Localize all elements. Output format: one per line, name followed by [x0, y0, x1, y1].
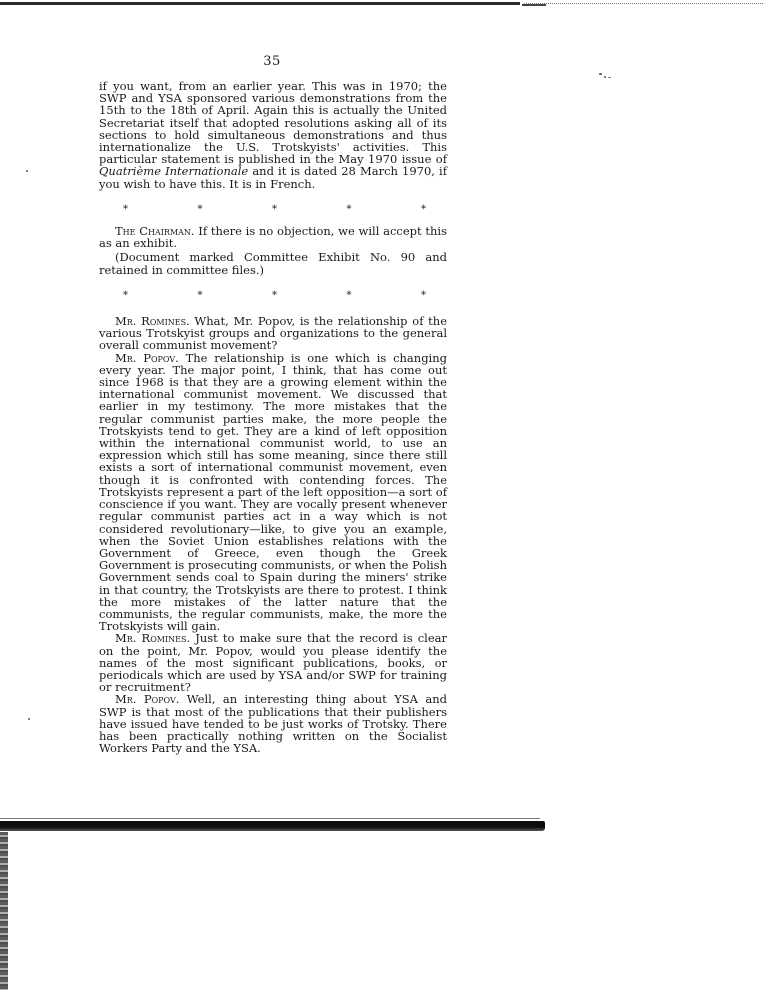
scan-left-edge: [0, 832, 8, 990]
scan-speck: [599, 73, 602, 75]
speaker-name: The Chairman.: [115, 224, 195, 239]
scan-top-band: [0, 2, 520, 5]
asterisk: *: [197, 289, 203, 301]
speaker-name: Mr. Popov.: [115, 350, 179, 365]
asterisk: *: [346, 289, 352, 301]
scan-speck: [28, 718, 30, 720]
scan-top-edge: [0, 0, 763, 9]
scan-speck: [608, 77, 611, 78]
asterisk: *: [272, 203, 277, 215]
page-number: 35: [263, 54, 281, 69]
paragraph-popov-answer: [99, 352, 447, 633]
scan-bottom-edge: [0, 818, 545, 832]
scan-speck: [26, 170, 28, 172]
speaker-name: Mr. Romines.: [115, 314, 190, 329]
paragraph-romines-question: [99, 632, 447, 693]
paragraph-continuation: [99, 80, 447, 190]
asterisk: *: [272, 289, 277, 301]
paragraph-text: and it is dated 28 March 1970, if you wish to have this. It is in French.: [99, 164, 447, 191]
paragraph-text: (Document marked Committee Exhibit No. 90 and retained in committee files.): [99, 250, 447, 277]
section-break: [99, 204, 447, 216]
paragraph-text: Just to make sure that the record is clear on the point, Mr. Popov, would you please identify the names of the most significant publications, books, or periodicals which are used by YSA and/or SWP for training or recruitment?: [99, 631, 447, 695]
paragraph-chairman: [99, 225, 447, 249]
asterisk: *: [421, 289, 426, 301]
paragraph-text: The relationship is one which is changing every year. The major point, I think, that has come out since 1968 is that they are a growing element within the international communist movement. We discussed that earlier in my testimony. The more mistakes that the regular communist parties make, the more people the Trotskyists tend to get. They are a kind of left opposition within the international communist world, to use an expression which still has some meaning, since there still exists a sort of international communist movement, even though it is confronted with contending forces. The Trotskyists represent a part of the left opposition—a sort of conscience if you want. They are vocally present whenever regular communist parties act in a way which is not considered revolutionary—like, to give you an example, when the Soviet Union establishes relations with the Government of Greece, even though the Greek Government is prosecuting communists, or when the Polish Government sends coal to Spain during the miners' strike in that country, the Trotskyists are there to protest. I think the more mistakes of the latter nature that the communists, the regular communists, make, the more the Trotskyists will gain.: [99, 350, 447, 634]
paragraph-popov-answer: [99, 693, 447, 754]
paragraph-text: If there is no objection, we will accept this as an exhibit.: [99, 224, 447, 251]
asterisk: *: [346, 203, 352, 215]
scan-speck: [604, 76, 606, 78]
asterisk: *: [421, 203, 426, 215]
paragraph-exhibit-note: [99, 251, 447, 275]
section-break: [99, 290, 447, 302]
document-body: [99, 80, 447, 754]
asterisk: *: [123, 203, 128, 215]
journal-title: Quatrième Internationale: [99, 164, 249, 179]
speaker-name: Mr. Popov.: [115, 692, 180, 707]
speaker-name: Mr. Romines.: [115, 631, 191, 646]
paragraph-text: Well, an interesting thing about YSA and SWP is that most of the publications that their publishers have issued have tended to be just works of Trotsky. There has been practically nothing written on the Socialist Workers Party and the YSA.: [99, 692, 447, 756]
scan-top-dotted-line: [524, 3, 763, 5]
paragraph-text: if you want, from an earlier year. This was in 1970; the SWP and YSA sponsored various demonstrations from the 15th to the 18th of April. Again this is actually the United Secretariat itself that adopted resolutions asking all of its sections to hold simultaneous demonstrations and thus internationalize the U.S. Trotskyists' activities. This particular statement is published in the May 1970 issue of: [99, 79, 447, 167]
scan-bottom-band: [0, 821, 545, 831]
asterisk: *: [197, 203, 203, 215]
scan-bottom-line: [0, 818, 540, 819]
paragraph-romines-question: [99, 315, 447, 352]
paragraph-text: What, Mr. Popov, is the relationship of the various Trotskyist groups and organizations to the general overall communist movement?: [99, 314, 447, 353]
asterisk: *: [123, 289, 128, 301]
